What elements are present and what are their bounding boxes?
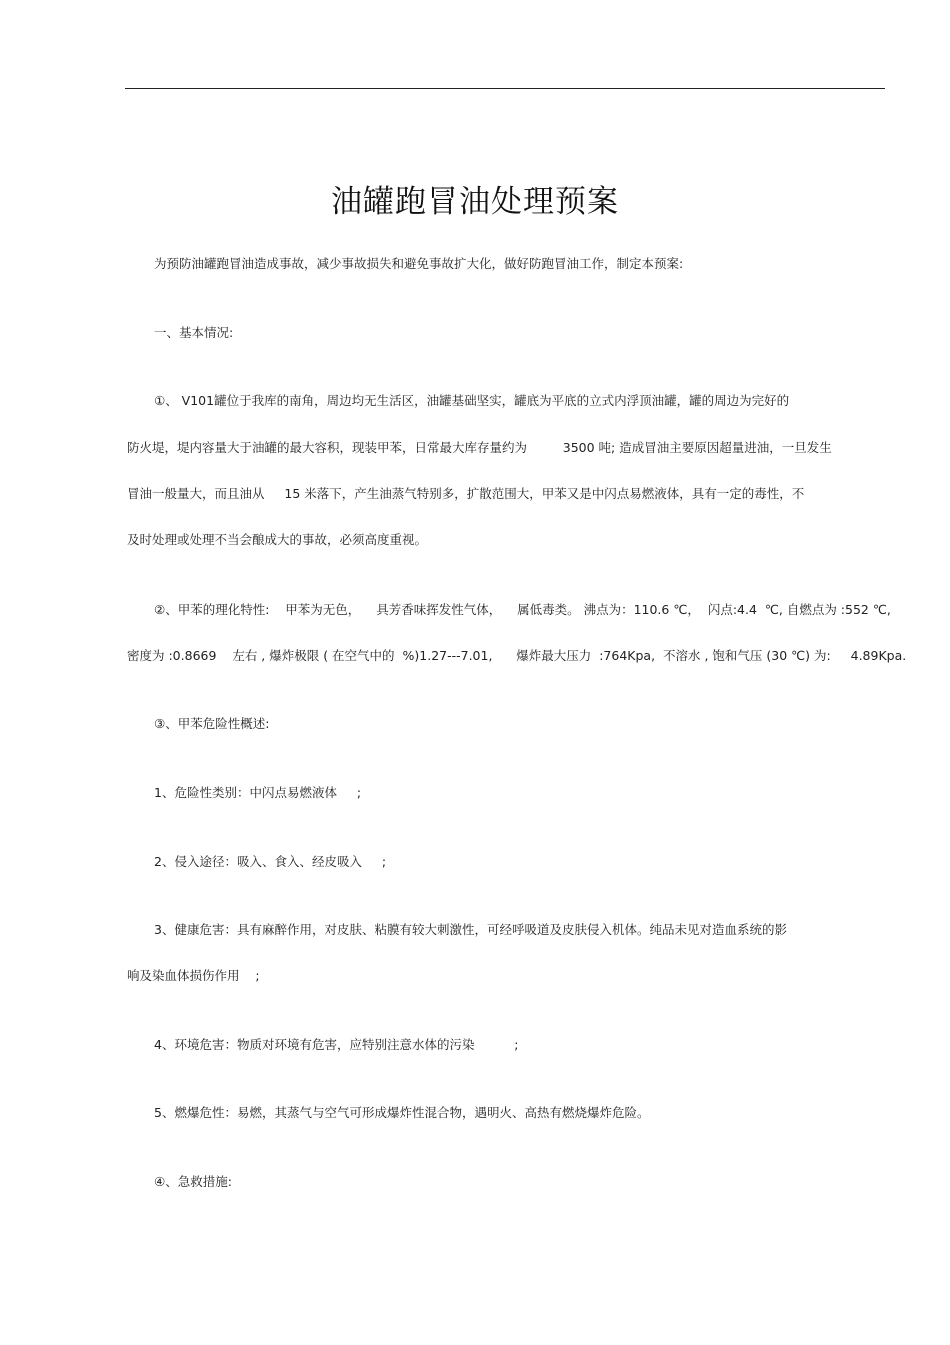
header-rule: [125, 88, 885, 89]
list-item-continuation: 响及染血体损伤作用 ;: [127, 968, 260, 983]
list-item: 4、环境危害：物质对环境有危害，应特别注意水体的污染 ;: [154, 1037, 519, 1052]
paragraph-line: ①、 V101罐位于我库的南角，周边均无生活区，油罐基础坚实，罐底为平底的立式内浮顶油罐，罐的周边为完好的: [154, 393, 790, 408]
list-item: 2、侵入途径：吸入、食入、经皮吸入 ;: [154, 854, 387, 869]
paragraph-line: 防火堤，堤内容量大于油罐的最大容积，现装甲苯，日常最大库存量约为 3500 吨; 造成冒油主要原因超量进油，一旦发生: [127, 440, 832, 455]
paragraph-line: 冒油一般量大，而且油从 15 米落下，产生油蒸气特别多，扩散范围大，甲苯又是中闪点易燃液体，具有一定的毒性，不: [127, 486, 805, 501]
section-heading-basic: 一、基本情况:: [154, 325, 234, 340]
paragraph-line: ②、甲苯的理化特性: 甲苯为无色， 具芳香味挥发性气体， 属低毒类。 沸点为：110.6 ℃， 闪点:4.4 ℃, 自燃点为 :552 ℃,: [154, 602, 891, 617]
document-title: 油罐跑冒油处理预案: [331, 184, 619, 220]
section-heading-first-aid: ④、急救措施:: [154, 1174, 232, 1189]
list-item: 1、危险性类别：中闪点易燃液体 ;: [154, 785, 362, 800]
list-item: 3、健康危害：具有麻醉作用，对皮肤、粘膜有较大刺激性，可经呼吸道及皮肤侵入机体。纯品未见对造血系统的影: [154, 922, 787, 937]
intro-paragraph: 为预防油罐跑冒油造成事故，减少事故损失和避免事故扩大化，做好防跑冒油工作，制定本预案:: [154, 256, 684, 271]
section-heading-hazard: ③、甲苯危险性概述:: [154, 716, 270, 731]
list-item: 5、燃爆危性：易燃，其蒸气与空气可形成爆炸性混合物，遇明火、高热有燃烧爆炸危险。: [154, 1105, 650, 1120]
paragraph-line: 密度为 :0.8669 左右 , 爆炸极限 ( 在空气中的 %)1.27---7.01, 爆炸最大压力 :764Kpa, 不溶水 , 饱和气压 (30 ℃) 为: 4.89Kpa.: [127, 648, 907, 663]
paragraph-line: 及时处理或处理不当会酿成大的事故，必须高度重视。: [127, 532, 428, 547]
